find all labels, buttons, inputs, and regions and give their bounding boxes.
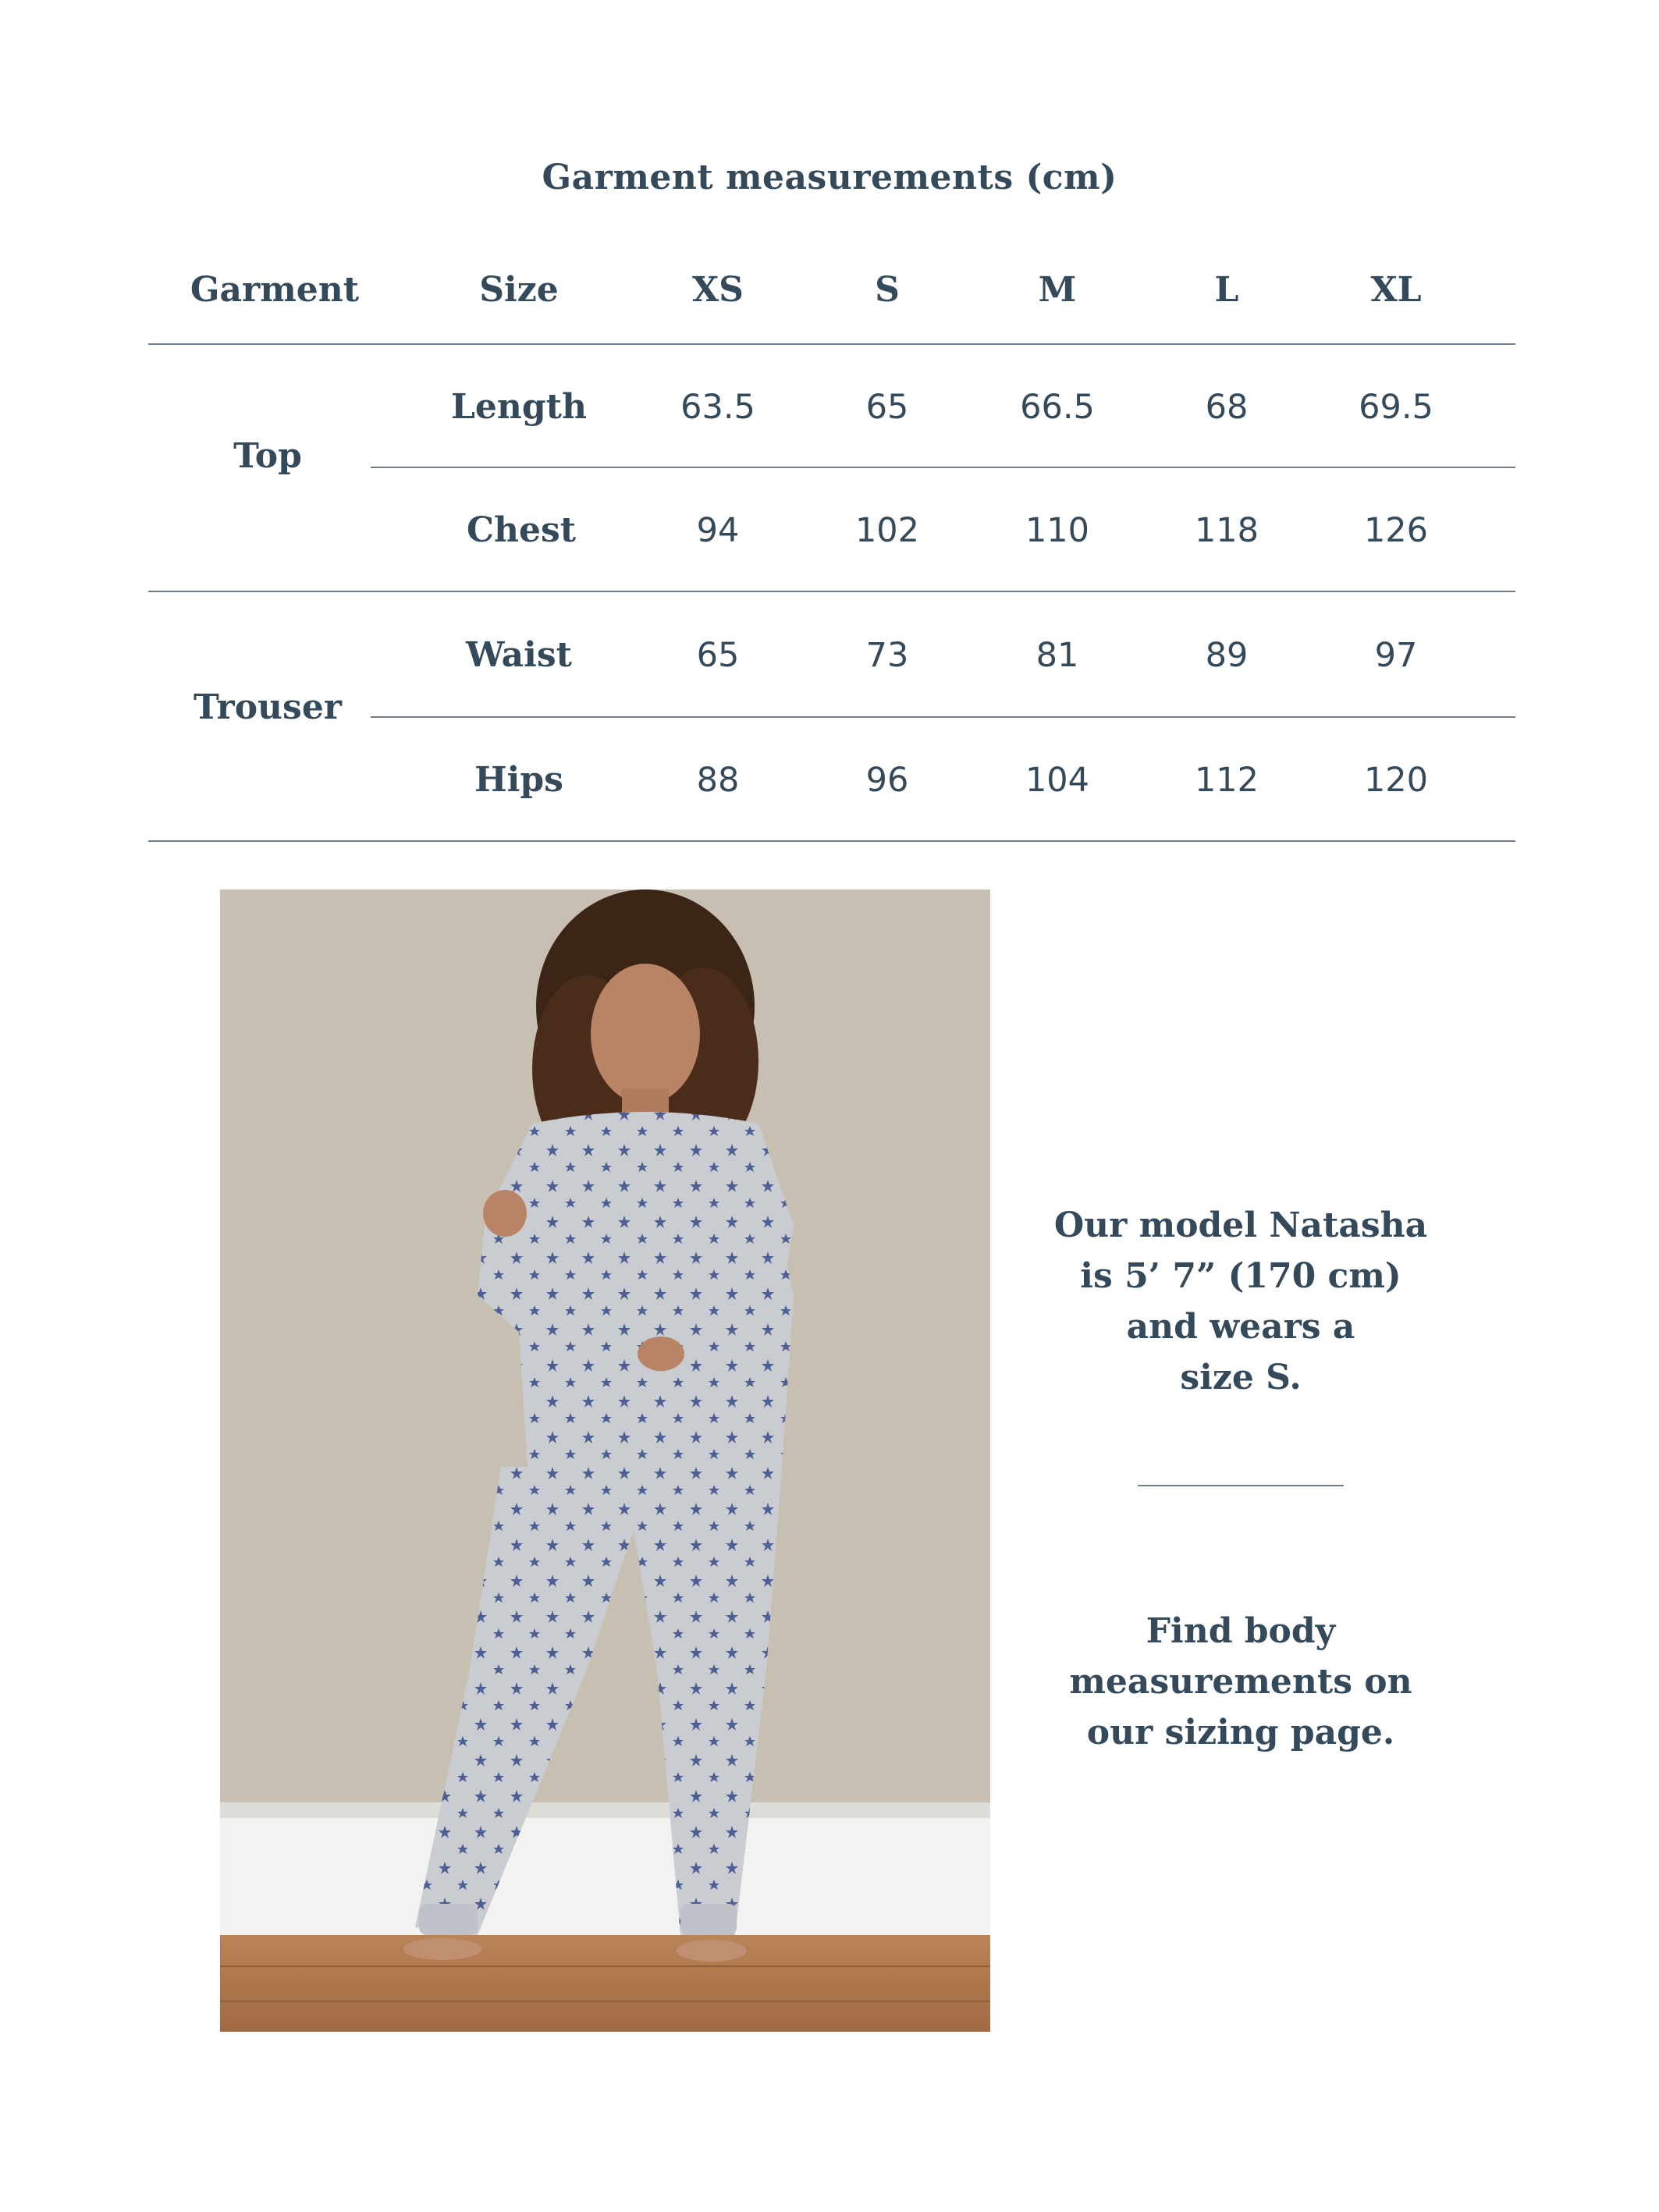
- model-info-line: size S.: [1180, 1358, 1302, 1397]
- row-label-chest: Chest: [466, 510, 577, 550]
- sizing-note: [1030, 1606, 1451, 1758]
- header-l: L: [1214, 270, 1239, 310]
- value-waist-s: 73: [865, 636, 909, 675]
- row-label-length: Length: [450, 387, 587, 427]
- value-chest-l: 118: [1194, 511, 1259, 550]
- value-hips-xl: 120: [1363, 761, 1429, 800]
- value-waist-xl: 97: [1374, 636, 1418, 675]
- value-length-xs: 63.5: [680, 388, 755, 427]
- value-chest-xl: 126: [1363, 511, 1429, 550]
- value-length-xl: 69.5: [1359, 388, 1433, 427]
- model-info-line: and wears a: [1126, 1307, 1355, 1347]
- table-rule-group: [148, 591, 1515, 592]
- value-waist-xs: 65: [696, 636, 740, 675]
- group-trouser: Trouser: [193, 687, 342, 727]
- value-hips-m: 104: [1025, 761, 1090, 800]
- header-xs: XS: [692, 270, 744, 310]
- value-hips-xs: 88: [696, 761, 740, 800]
- value-length-l: 68: [1205, 388, 1249, 427]
- row-label-waist: Waist: [466, 635, 572, 675]
- sizing-note-line: measurements on: [1069, 1662, 1412, 1702]
- value-chest-xs: 94: [696, 511, 740, 550]
- header-garment: Garment: [190, 270, 360, 310]
- header-s: S: [875, 270, 900, 310]
- page-title: Garment measurements (cm): [542, 158, 1117, 197]
- sizing-note-line: Find body: [1146, 1611, 1336, 1651]
- header-xl: XL: [1370, 270, 1422, 310]
- row-label-hips: Hips: [474, 760, 563, 800]
- value-length-s: 65: [865, 388, 909, 427]
- value-length-m: 66.5: [1020, 388, 1095, 427]
- header-size: Size: [479, 270, 559, 310]
- model-photo: [220, 889, 990, 2032]
- table-rule-trouser-inner: [371, 716, 1515, 718]
- sizing-note-line: our sizing page.: [1086, 1713, 1395, 1752]
- group-top: Top: [233, 436, 302, 476]
- header-m: M: [1038, 270, 1077, 310]
- table-rule-bottom: [148, 840, 1515, 842]
- model-info: [1030, 1200, 1451, 1403]
- divider: [1138, 1485, 1344, 1486]
- value-waist-l: 89: [1205, 636, 1249, 675]
- value-hips-s: 96: [865, 761, 909, 800]
- table-rule-top-inner: [371, 467, 1515, 468]
- value-waist-m: 81: [1036, 636, 1079, 675]
- table-rule-header: [148, 343, 1515, 345]
- model-info-line: is 5’ 7” (170 cm): [1080, 1256, 1401, 1296]
- model-info-line: Our model Natasha: [1053, 1205, 1428, 1245]
- value-chest-s: 102: [854, 511, 920, 550]
- value-hips-l: 112: [1194, 761, 1259, 800]
- value-chest-m: 110: [1025, 511, 1090, 550]
